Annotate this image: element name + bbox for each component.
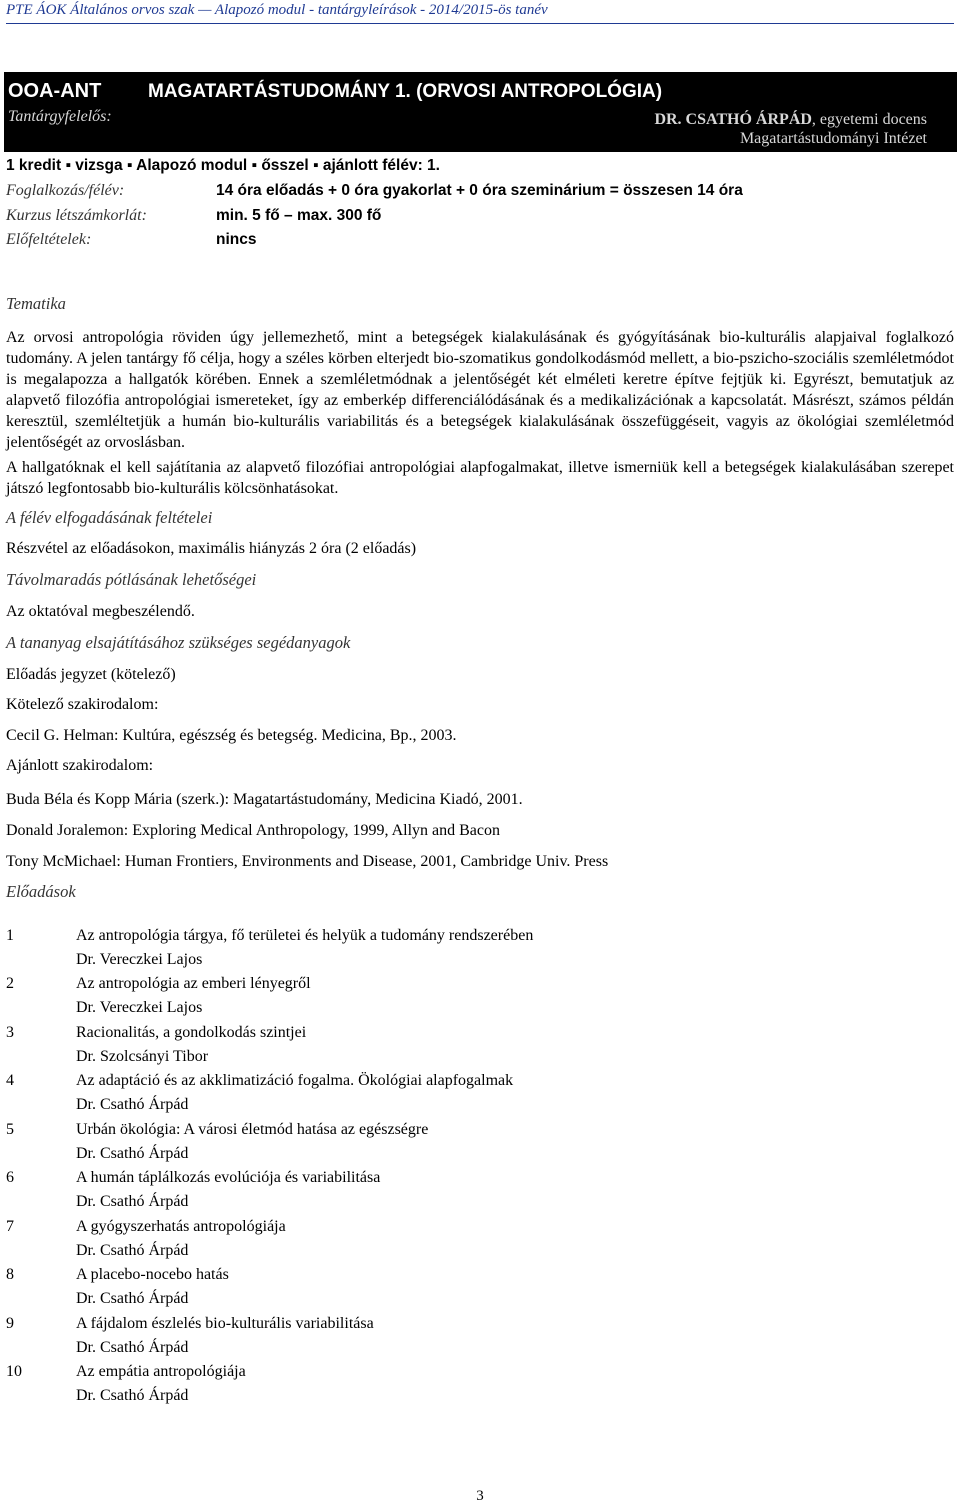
lecture-lecturer: Dr. Csathó Árpád	[76, 1242, 189, 1259]
lecture-title: Az empátia antropológiája	[76, 1363, 246, 1380]
lecture-number: 6	[6, 1169, 14, 1186]
course-summary: 1 kredit ▪ vizsga ▪ Alapozó modul ▪ ősszel ▪ ajánlott félév: 1.	[6, 157, 440, 174]
lecture-item	[6, 1069, 946, 1117]
page-number: 3	[476, 1488, 484, 1504]
lecture-number: 5	[6, 1121, 14, 1138]
lecture-title: Az adaptáció és az akklimatizáció fogalma. Ökológiai alapfogalmak	[76, 1072, 514, 1089]
lecture-title: A fájdalom észlelés bio-kulturális variabilitása	[76, 1315, 374, 1332]
recommended-book: Buda Béla és Kopp Mária (szerk.): Magatartástudomány, Medicina Kiadó, 2001.	[6, 791, 523, 808]
lecture-lecturer: Dr. Csathó Árpád	[76, 1145, 189, 1162]
lecture-lecturer: Dr. Csathó Árpád	[76, 1193, 189, 1210]
lecture-number: 4	[6, 1072, 14, 1089]
institute: Magatartástudományi Intézet	[739, 130, 927, 147]
lecture-lecturer: Dr. Csathó Árpád	[76, 1290, 189, 1307]
lecture-title: Az antropológia az emberi lényegről	[76, 975, 311, 992]
responsible-name: DR. CSATHÓ ÁRPÁD	[654, 111, 812, 128]
course-title: MAGATARTÁSTUDOMÁNY 1. (ORVOSI ANTROPOLÓGIA)	[148, 81, 663, 102]
page-header: PTE ÁOK Általános orvos szak — Alapozó modul - tantárgyleírások - 2014/2015-ös tanév	[6, 2, 548, 18]
info-value: 14 óra előadás + 0 óra gyakorlat + 0 óra szeminárium = összesen 14 óra	[216, 182, 743, 199]
accept-text: Részvétel az előadásokon, maximális hiányzás 2 óra (2 előadás)	[6, 540, 417, 557]
tematika-section	[6, 293, 954, 902]
materials-text: Előadás jegyzet (kötelező)	[6, 666, 176, 683]
lecture-item	[6, 1360, 946, 1408]
lecture-item	[6, 1263, 946, 1311]
lecture-item	[6, 1215, 946, 1263]
section-title: Előadások	[6, 882, 76, 901]
lecture-title: Az antropológia tárgya, fő területei és helyük a tudomány rendszerében	[76, 927, 534, 944]
lecture-lecturer: Dr. Vereczkei Lajos	[76, 999, 203, 1016]
info-value: nincs	[216, 231, 257, 248]
section-title: A félév elfogadásának feltételei	[6, 508, 213, 527]
lecture-lecturer: Dr. Csathó Árpád	[76, 1387, 189, 1404]
required-book: Cecil G. Helman: Kultúra, egészség és betegség. Medicina, Bp., 2003.	[6, 727, 457, 744]
lecture-item	[6, 972, 946, 1020]
lecture-title: A gyógyszerhatás antropológiája	[76, 1218, 286, 1235]
info-value: min. 5 fő – max. 300 fő	[216, 207, 382, 224]
lecture-number: 9	[6, 1315, 14, 1332]
lecture-number: 10	[6, 1363, 22, 1380]
section-title: A tananyag elsajátításához szükséges segédanyagok	[6, 633, 351, 652]
absence-text: Az oktatóval megbeszélendő.	[6, 603, 195, 620]
responsible-role: , egyetemi docens	[811, 111, 927, 128]
section-title: Távolmaradás pótlásának lehetőségei	[6, 570, 257, 589]
responsible-label: Tantárgyfelelős:	[8, 108, 112, 125]
lecture-title: A placebo-nocebo hatás	[76, 1266, 229, 1283]
recommended-book: Tony McMichael: Human Frontiers, Environments and Disease, 2001, Cambridge Univ. Press	[6, 853, 609, 870]
info-row-hours	[6, 182, 946, 204]
lecture-lecturer: Dr. Szolcsányi Tibor	[76, 1048, 209, 1065]
lecture-title: Racionalitás, a gondolkodás szintjei	[76, 1024, 307, 1041]
recommended-book: Donald Joralemon: Exploring Medical Anthropology, 1999, Allyn and Bacon	[6, 822, 500, 839]
responsible-block	[654, 110, 927, 148]
info-row-capacity	[6, 207, 946, 229]
lecture-lecturer: Dr. Csathó Árpád	[76, 1339, 189, 1356]
lecture-lecturer: Dr. Vereczkei Lajos	[76, 951, 203, 968]
lecture-number: 7	[6, 1218, 14, 1235]
info-row-prerequisites	[6, 231, 946, 253]
lecture-item	[6, 1118, 946, 1166]
lecture-number: 1	[6, 927, 14, 944]
recommended-literature-title: Ajánlott szakirodalom:	[6, 757, 154, 774]
lecture-number: 3	[6, 1024, 14, 1041]
tematika-paragraph-1: Az orvosi antropológia röviden úgy jellemezhető, mint a betegségek kialakulásának és gyógyításának bio-kulturális alapjaival foglalkozó tudomány. A jelen tantárgy fő célja, hogy a széles körben elterjedt bio-szomatikus gondolkodásmód mellett, a bio-pszicho-szociális szemléletmódot is megalapozza a hallgatók körében. Ennek a szemléletmódnak a jelentőségét két elméleti keretre építve fejtjük ki. Egyrészt, bemutatjuk az alapvető filozófia antropológiai ismereteket, így az emberkép differenciálódásának és a medikalizációnak a kapcsolatát. Másrészt, számos példán keresztül, szemléltetjük a humán bio-kulturális variabilitás és a betegségek kialakulásának összefüggéseit, vagyis az ökológiai szemléletmód jelentőségét az orvoslásban.	[6, 329, 954, 451]
required-literature-title: Kötelező szakirodalom:	[6, 696, 159, 713]
course-header-box	[4, 72, 957, 152]
lecture-title: A humán táplálkozás evolúciója és variabilitása	[76, 1169, 381, 1186]
lecture-item	[6, 1021, 946, 1069]
lecture-title: Urbán ökológia: A városi életmód hatása az egészségre	[76, 1121, 429, 1138]
info-label: Foglalkozás/félév:	[6, 182, 125, 199]
section-title: Tematika	[6, 294, 66, 313]
lecture-number: 2	[6, 975, 14, 992]
lecture-item	[6, 1166, 946, 1214]
lecture-item	[6, 1312, 946, 1360]
info-label: Kurzus létszámkorlát:	[6, 207, 147, 224]
lecture-number: 8	[6, 1266, 14, 1283]
info-label: Előfeltételek:	[6, 231, 92, 248]
tematika-paragraph-2: A hallgatóknak el kell sajátítania az alapvető filozófiai antropológiai alapfogalmakat, illetve ismerniük kell a betegségek kialakulásában szerepet játszó legfontosabb bio-kulturális kölcsönhatásokat.	[6, 459, 954, 497]
header-rule	[6, 23, 954, 24]
course-code: OOA-ANT	[8, 80, 102, 102]
lecture-item	[6, 924, 946, 972]
lecture-lecturer: Dr. Csathó Árpád	[76, 1096, 189, 1113]
